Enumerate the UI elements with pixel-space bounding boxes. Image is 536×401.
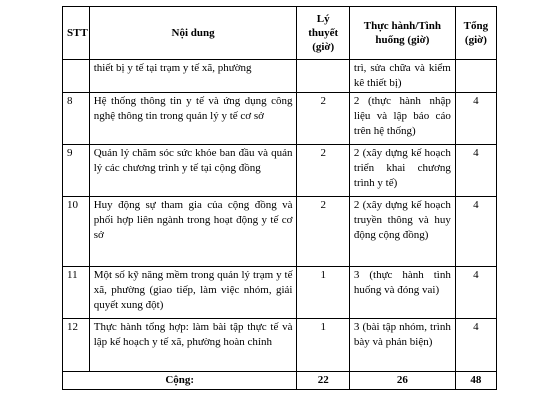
cell-content: Quản lý chăm sóc sức khỏe ban đầu và quản lý các chương trình y tế tại cộng đồng (89, 145, 297, 197)
cell-practice: 3 (thực hành tình huống và đóng vai) (349, 267, 455, 319)
cell-stt: 10 (63, 197, 90, 267)
cell-theory: 1 (297, 319, 349, 372)
cell-theory: 2 (297, 93, 349, 145)
total-hours: 48 (455, 372, 496, 390)
cell-practice: 3 (bài tập nhóm, trình bày và phản biện) (349, 319, 455, 372)
table-row (63, 145, 497, 197)
cell-stt (63, 60, 90, 93)
total-theory: 22 (297, 372, 349, 390)
cell-theory: 1 (297, 267, 349, 319)
cell-content: Thực hành tổng hợp: làm bài tập thực tế và lập kế hoạch y tế xã, phường hoàn chỉnh (89, 319, 297, 372)
table-header-row (63, 7, 497, 60)
table-row (63, 319, 497, 372)
cell-practice: trì, sửa chữa và kiểm kê thiết bị) (349, 60, 455, 93)
cell-content: Một số kỹ năng mềm trong quản lý trạm y tế xã, phường (giao tiếp, làm việc nhóm, giải quyết xung đột) (89, 267, 297, 319)
total-practice: 26 (349, 372, 455, 390)
cell-practice: 2 (xây dựng kế hoạch triển khai chương trình y tế) (349, 145, 455, 197)
cell-total (455, 60, 496, 93)
cell-practice: 2 (thực hành nhập liệu và lập báo cáo trên hệ thống) (349, 93, 455, 145)
cell-stt: 9 (63, 145, 90, 197)
header-stt: STT (63, 7, 90, 60)
cell-total: 4 (455, 267, 496, 319)
cell-stt: 11 (63, 267, 90, 319)
cell-content: thiết bị y tế tại trạm y tế xã, phường (89, 60, 297, 93)
table-row (63, 267, 497, 319)
cell-theory (297, 60, 349, 93)
curriculum-table (62, 6, 497, 390)
cell-stt: 8 (63, 93, 90, 145)
header-practice: Thực hành/Tình huống (giờ) (349, 7, 455, 60)
table-row (63, 197, 497, 267)
cell-practice: 2 (xây dựng kế hoạch truyền thông và huy động cộng đồng) (349, 197, 455, 267)
header-theory: Lý thuyết (giờ) (297, 7, 349, 60)
cell-total: 4 (455, 197, 496, 267)
cell-theory: 2 (297, 197, 349, 267)
table-total-row (63, 372, 497, 390)
header-content: Nội dung (89, 7, 297, 60)
cell-content: Hệ thống thông tin y tế và ứng dụng công nghệ thông tin trong quản lý y tế cơ sở (89, 93, 297, 145)
cell-theory: 2 (297, 145, 349, 197)
total-label: Cộng: (63, 372, 297, 390)
cell-total: 4 (455, 93, 496, 145)
header-total: Tổng (giờ) (455, 7, 496, 60)
cell-total: 4 (455, 145, 496, 197)
cell-content: Huy động sự tham gia của cộng đồng và phối hợp liên ngành trong hoạt động y tế cơ sở (89, 197, 297, 267)
cell-stt: 12 (63, 319, 90, 372)
table-row-continued (63, 60, 497, 93)
cell-total: 4 (455, 319, 496, 372)
table-row (63, 93, 497, 145)
